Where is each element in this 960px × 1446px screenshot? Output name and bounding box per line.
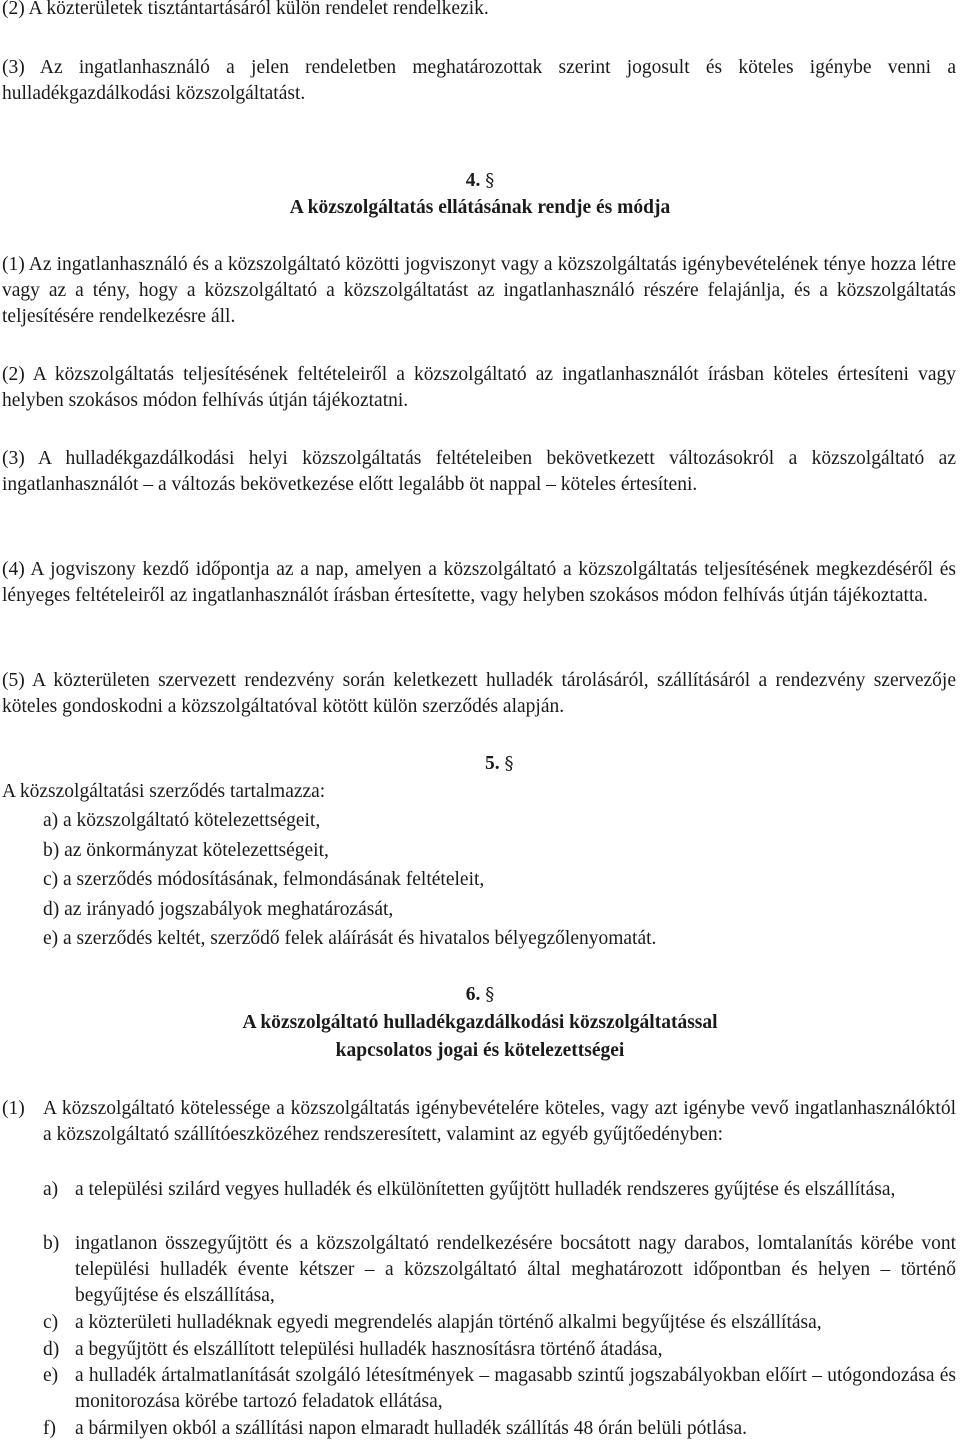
paragraph-label: (1) [2,1098,25,1119]
item-label: d) [43,1339,60,1360]
section-6-item-b [43,1231,956,1309]
section-number: 4. [465,170,481,191]
section-number: 5. [485,753,500,774]
section-4-paragraph-3: (3) A hulladékgazdálkodási helyi közszolgáltatás feltételeiben bekövetkezett változásokról a közszolgáltató az ingatlanhasználót – a változás bekövetkezése előtt legalább öt nappal – köteles értesíteni. [2,448,956,495]
section-4-number [0,168,960,194]
section-number: 6. [465,984,481,1005]
section-4-paragraph-4: (4) A jogviszony kezdő időpontja az a nap, amelyen a közszolgáltató a közszolgáltatás teljesítésének megkezdéséről és lényeges feltételeiről az ingatlanhasználót írásban értesítette, vagy helyben szokásos módon felhívás útján tájékoztatta. [2,559,956,606]
paragraph-intro-2: (2) A közterületek tisztántartásáról külön rendelet rendelkezik. [2,0,489,19]
section-5-item-b: b) az önkormányzat kötelezettségeit, [43,840,329,861]
section-5-item-c: c) a szerződés módosításának, felmondásának feltételeit, [43,869,485,890]
section-sign: § [485,984,495,1005]
item-text: ingatlanon összegyűjtött és a közszolgáltató rendelkezésére bocsátott nagy darabos, lomtalanítás körébe vont települési hulladék évente kétszer – a közszolgáltató által meghatározott időpontban és helyen – történő begyűjtése és elszállítása, [75,1233,956,1306]
item-label: a) [43,1179,59,1200]
item-label: c) [43,1312,59,1333]
item-text: a közterületi hulladéknak egyedi megrendelés alapján történő alkalmi begyűjtése és elszállítása, [75,1312,822,1333]
section-6-number [0,982,960,1008]
section-6-title-line-2: kapcsolatos jogai és kötelezettségei [335,1040,625,1061]
section-4-paragraph-1: (1) Az ingatlanhasználó és a közszolgáltató közötti jogviszonyt vagy a közszolgáltatás igénybevételének ténye hozza létre vagy az a tény, hogy a közszolgáltató a közszolgáltatást az ingatlanhasználó részére felajánlja, és a közszolgáltatás teljesítésére rendelkezésre áll. [2,254,956,327]
section-5-number [485,751,514,777]
item-label: f) [43,1418,56,1439]
section-6-item-f [43,1416,956,1442]
section-5-item-d: d) az irányadó jogszabályok meghatározását, [43,899,394,920]
section-4-paragraph-5: (5) A közterületen szervezett rendezvény során keletkezett hulladék tárolásáról, szállításáról a rendezvény szervezője köteles gondoskodni a közszolgáltatóval kötött külön szerződés alapján. [2,670,956,717]
item-text: a települési szilárd vegyes hulladék és elkülönítetten gyűjtött hulladék rendszeres gyűjtése és elszállítása, [75,1179,896,1200]
item-text: a begyűjtött és elszállított települési hulladék hasznosításra történő átadása, [75,1339,663,1360]
section-sign: § [504,753,514,774]
paragraph-text: A közszolgáltató kötelessége a közszolgáltatás igénybevételére köteles, vagy azt igénybe vevő ingatlanhasználóktól a közszolgáltató szállítóeszközéhez rendszeresített, valamint az egyéb gyűjtőedényben: [43,1098,956,1145]
section-6-title-line-1: A közszolgáltató hulladékgazdálkodási közszolgáltatással [242,1012,718,1033]
section-6-item-d [43,1337,956,1363]
section-5-item-a: a) a közszolgáltató kötelezettségeit, [43,810,321,831]
item-label: e) [43,1365,59,1386]
section-6-item-e [43,1363,956,1415]
section-4-title: A közszolgáltatás ellátásának rendje és módja [289,197,671,218]
item-label: b) [43,1233,60,1254]
item-text: a bármilyen okból a szállítási napon elmaradt hulladék szállítás 48 órán belüli pótlása. [75,1418,748,1439]
paragraph-intro-3: (3) Az ingatlanhasználó a jelen rendeletben meghatározottak szerint jogosult és köteles igénybe venni a hulladékgazdálkodási közszolgáltatást. [2,57,956,104]
section-5-lead: A közszolgáltatási szerződés tartalmazza: [2,781,326,802]
item-text: a hulladék ártalmatlanítását szolgáló létesítmények – magasabb szintű jogszabályokban előírt – utógondozása és monitorozása körébe tartozó feladatok ellátása, [75,1365,956,1412]
section-6-item-c [43,1310,956,1336]
section-6-paragraph-1 [2,1096,956,1148]
section-4-paragraph-2: (2) A közszolgáltatás teljesítésének feltételeiről a közszolgáltató az ingatlanhasználót írásban köteles értesíteni vagy helyben szokásos módon felhívás útján tájékoztatni. [2,364,956,411]
section-6-item-a [43,1177,956,1203]
section-5-item-e: e) a szerződés keltét, szerződő felek aláírását és hivatalos bélyegzőlenyomatát. [43,928,657,949]
section-sign: § [485,170,495,191]
